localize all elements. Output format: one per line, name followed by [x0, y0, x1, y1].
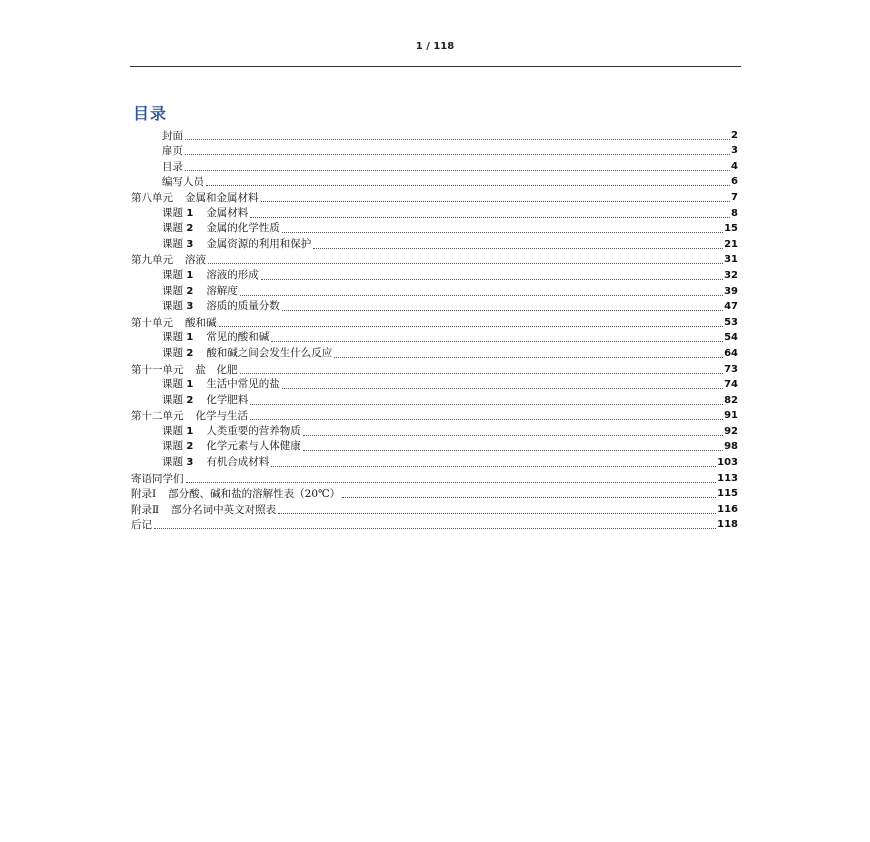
toc-page-number: 103: [717, 457, 738, 469]
toc-entry-label: [131, 503, 276, 517]
toc-page-number: 4: [731, 160, 738, 172]
toc-leader-dots: [250, 404, 723, 405]
toc-page-number: 54: [724, 332, 738, 344]
toc-entry-text: 溶液的形成: [206, 268, 259, 281]
toc-entry[interactable]: [131, 377, 738, 393]
toc-leader-dots: [271, 466, 716, 467]
toc-entry-text: 扉页: [162, 145, 183, 158]
toc-page-number: 3: [731, 145, 738, 157]
toc-entry[interactable]: [131, 392, 738, 408]
toc-entry[interactable]: [131, 517, 738, 533]
toc-page-number: 91: [724, 410, 738, 422]
toc-leader-dots: [282, 310, 723, 311]
toc-entry-text: 有机合成材料: [206, 456, 270, 469]
toc-entry[interactable]: [131, 143, 738, 159]
toc-entry-label: [162, 439, 301, 454]
toc-entry[interactable]: [131, 299, 738, 315]
toc-entry[interactable]: [131, 174, 738, 190]
toc-entry[interactable]: [131, 314, 738, 330]
toc-entry[interactable]: [131, 267, 738, 283]
toc-page-number: 116: [717, 503, 738, 515]
table-of-contents: [131, 127, 738, 532]
toc-entry-label: [131, 253, 206, 267]
toc-page-number: 8: [731, 207, 738, 219]
toc-entry-text: 常见的酸和碱: [206, 331, 270, 344]
toc-page-number: 118: [717, 519, 738, 531]
toc-entry-text: 化学元素与人体健康: [206, 440, 301, 453]
toc-entry-prefix: 课题 3: [162, 300, 194, 313]
toc-page-number: 39: [724, 285, 738, 297]
toc-page-number: 6: [731, 176, 738, 188]
toc-page-number: 115: [717, 488, 738, 500]
header-divider: [130, 66, 741, 67]
toc-entry-prefix: 附录Ⅱ: [131, 503, 160, 516]
toc-entry-text: 部分酸、碱和盐的溶解性表（20℃）: [168, 488, 341, 501]
toc-entry[interactable]: [131, 283, 738, 299]
toc-entry-text: 生活中常见的盐: [206, 378, 280, 391]
toc-entry-text: 目录: [162, 160, 183, 173]
toc-entry-label: [131, 472, 184, 486]
toc-leader-dots: [278, 513, 716, 514]
toc-entry[interactable]: [131, 330, 738, 346]
toc-page-number: 32: [724, 269, 738, 281]
toc-entry[interactable]: [131, 127, 738, 143]
toc-page-number: 21: [724, 238, 738, 250]
toc-entry[interactable]: [131, 345, 738, 361]
toc-entry-text: 编写人员: [162, 176, 204, 189]
toc-entry-prefix: 第九单元: [131, 254, 173, 267]
toc-entry-label: [162, 175, 204, 189]
toc-leader-dots: [154, 528, 716, 529]
toc-title: 目录: [133, 104, 168, 123]
toc-entry-prefix: 课题 1: [162, 206, 194, 219]
toc-entry[interactable]: [131, 236, 738, 252]
toc-leader-dots: [185, 139, 730, 140]
toc-page-number: 2: [731, 129, 738, 141]
toc-page-number: 7: [731, 191, 738, 203]
toc-page-number: 47: [724, 301, 738, 313]
toc-entry-text: 化学与生活: [195, 410, 248, 423]
toc-entry-label: [131, 363, 238, 377]
toc-entry-prefix: 课题 3: [162, 456, 194, 469]
toc-entry-text: 封面: [162, 129, 183, 142]
toc-leader-dots: [219, 326, 724, 327]
toc-entry-text: 金属资源的利用和保护: [206, 237, 312, 250]
toc-entry-label: [162, 330, 269, 345]
toc-entry-prefix: 课题 2: [162, 346, 194, 359]
toc-leader-dots: [240, 373, 724, 374]
toc-page-number: 73: [724, 363, 738, 375]
toc-entry[interactable]: [131, 423, 738, 439]
toc-entry-text: 化学肥料: [206, 393, 249, 406]
toc-entry-text: 人类重要的营养物质: [206, 424, 301, 437]
toc-leader-dots: [303, 435, 723, 436]
toc-page-number: 82: [724, 394, 738, 406]
toc-page-number: 98: [724, 441, 738, 453]
toc-entry-label: [162, 377, 280, 392]
toc-leader-dots: [208, 263, 723, 264]
toc-entry-prefix: 第十单元: [131, 316, 173, 329]
toc-entry-prefix: 课题 3: [162, 237, 194, 250]
toc-entry[interactable]: [131, 361, 738, 377]
toc-entry[interactable]: [131, 189, 738, 205]
toc-page-number: 31: [724, 254, 738, 266]
toc-entry-prefix: 课题 1: [162, 268, 194, 281]
page-indicator: 1 / 118: [415, 41, 455, 52]
toc-entry-text: 溶质的质量分数: [206, 300, 280, 313]
toc-entry-prefix: 课题 1: [162, 424, 194, 437]
toc-leader-dots: [334, 357, 723, 358]
toc-entry-label: [162, 299, 280, 314]
toc-entry-text: 溶解度: [206, 284, 238, 297]
toc-entry-prefix: 第十二单元: [131, 410, 184, 423]
toc-leader-dots: [185, 154, 730, 155]
toc-entry-prefix: 课题 1: [162, 331, 194, 344]
toc-leader-dots: [185, 170, 730, 171]
toc-leader-dots: [186, 482, 717, 483]
toc-page-number: 53: [724, 316, 738, 328]
toc-page-number: 113: [717, 472, 738, 484]
toc-entry-prefix: 课题 2: [162, 222, 194, 235]
toc-leader-dots: [282, 232, 723, 233]
toc-leader-dots: [261, 201, 731, 202]
toc-entry-label: [131, 409, 248, 423]
toc-entry-prefix: 第八单元: [131, 191, 173, 204]
toc-leader-dots: [250, 217, 730, 218]
toc-page-number: 15: [724, 223, 738, 235]
toc-leader-dots: [250, 419, 723, 420]
toc-page-number: 92: [724, 425, 738, 437]
toc-page-number: 74: [724, 379, 738, 391]
toc-entry-text: 酸和碱: [185, 316, 217, 329]
toc-leader-dots: [271, 341, 723, 342]
toc-leader-dots: [206, 185, 730, 186]
toc-entry-text: 溶液: [185, 254, 206, 267]
toc-leader-dots: [303, 450, 723, 451]
toc-entry-prefix: 课题 2: [162, 440, 194, 453]
toc-entry-label: [162, 237, 311, 252]
toc-entry-text: 酸和碱之间会发生什么反应: [206, 346, 333, 359]
toc-entry-prefix: 课题 1: [162, 378, 194, 391]
toc-entry[interactable]: [131, 439, 738, 455]
toc-entry-label: [131, 487, 340, 501]
toc-leader-dots: [282, 388, 723, 389]
toc-entry[interactable]: [131, 470, 738, 486]
toc-entry[interactable]: [131, 252, 738, 268]
toc-leader-dots: [342, 497, 716, 498]
toc-entry-text: 寄语同学们: [131, 472, 184, 485]
toc-entry-label: [162, 424, 301, 439]
toc-entry-text: 金属材料: [206, 206, 249, 219]
toc-entry-label: [162, 284, 238, 299]
toc-page-number: 64: [724, 347, 738, 359]
toc-entry-label: [162, 221, 280, 236]
toc-leader-dots: [240, 295, 723, 296]
toc-entry-label: [162, 160, 183, 174]
toc-entry-prefix: 课题 2: [162, 393, 194, 406]
toc-entry-text: 后记: [131, 519, 152, 532]
toc-entry[interactable]: [131, 408, 738, 424]
toc-entry-text: 金属和金属材料: [185, 191, 259, 204]
toc-entry-text: 金属的化学性质: [206, 222, 280, 235]
toc-entry-text: 盐 化肥: [195, 363, 238, 376]
toc-entry-prefix: 课题 2: [162, 284, 194, 297]
toc-entry-label: [162, 393, 248, 408]
toc-entry-prefix: 附录Ⅰ: [131, 488, 157, 501]
toc-entry-text: 部分名词中英文对照表: [171, 503, 277, 516]
toc-entry-label: [162, 268, 259, 283]
toc-entry[interactable]: [131, 221, 738, 237]
toc-entry[interactable]: [131, 486, 738, 502]
toc-entry[interactable]: [131, 501, 738, 517]
toc-entry-label: [131, 191, 259, 205]
toc-entry-label: [162, 129, 183, 143]
toc-entry[interactable]: [131, 158, 738, 174]
toc-entry-label: [162, 144, 183, 158]
toc-entry-label: [131, 518, 152, 532]
toc-entry-label: [162, 455, 269, 470]
toc-leader-dots: [313, 248, 723, 249]
toc-entry[interactable]: [131, 454, 738, 470]
toc-entry-label: [131, 316, 217, 330]
toc-entry[interactable]: [131, 205, 738, 221]
toc-entry-prefix: 第十一单元: [131, 363, 184, 376]
toc-leader-dots: [261, 279, 723, 280]
toc-entry-label: [162, 206, 248, 221]
toc-entry-label: [162, 346, 332, 361]
